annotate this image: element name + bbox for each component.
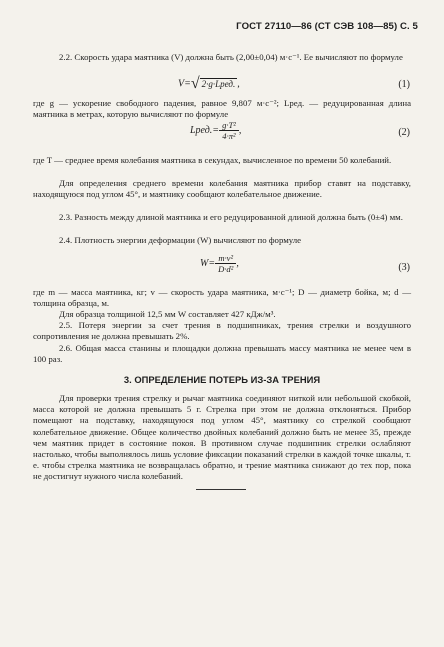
formula-2-denominator: 4·π² <box>222 131 236 141</box>
formula-2-numerator: g·T² <box>219 120 239 131</box>
paragraph-2-2: 2.2. Скорость удара маятника (V) должна быть (2,00±0,04) м·с⁻¹. Ее вычисляют по формуле <box>59 52 403 62</box>
paragraph-g-definition: где g — ускорение свободного падения, равное 9,807 м·с⁻²; Lред. — редуцированная длина маятника в метрах, которую вычисляют по формуле <box>33 98 411 120</box>
section-title: 3. ОПРЕДЕЛЕНИЕ ПОТЕРЬ ИЗ-ЗА ТРЕНИЯ <box>123 374 321 385</box>
paragraph-2-4: 2.4. Плотность энергии деформации (W) вычисляют по формуле <box>59 235 302 245</box>
paragraph-friction-check: Для проверки трения стрелку и рычаг маятника соединяют ниткой или небольшой скобкой, масса которой не должна превышать 5 г. Стрелка при этом не должна отклоняться. Прибор помещают на подставку, находящуюся под углом 45°, маятнику со стрелкой сообщают колебательное движение. Общее количество двойных колебаний должно быть не менее 35, прежде чем маятник придет в состояние покоя. В противном случае подшипник стрелки ослабляют настолько, чтобы выполнялось лишь условие фиксации показаний стрелки в каждой точке шкалы, т. е. чтобы стрелка маятника не возвращалась обратно, и трение маятника снижают до тех пор, пока не достигнут нужного числа колебаний. <box>33 393 411 482</box>
formula-3-lhs: W= <box>200 258 216 269</box>
formula-1-lhs: V= <box>178 78 191 90</box>
formula-3 <box>200 253 239 274</box>
paragraph-sample-w: Для образца толщиной 12,5 мм W составляет 427 кДж/м³. <box>59 309 276 319</box>
page-header: ГОСТ 27110—86 (СТ СЭВ 108—85) С. 5 <box>236 21 418 32</box>
formula-2-tail: , <box>238 125 242 136</box>
formula-1-radicand: 2·g·Lред. <box>201 79 236 89</box>
equation-number-3: (3) <box>398 262 410 273</box>
paragraph-2-6: 2.6. Общая масса станины и площадки должна превышать массу маятника не менее чем в 100 раз. <box>33 343 411 365</box>
paragraph-t-definition: где T — среднее время колебания маятника в секундах, вычисленное по времени 50 колебаний. <box>33 155 392 165</box>
formula-1-tail: , <box>237 78 240 90</box>
formula-2-fraction <box>219 120 239 141</box>
formula-3-numerator: m·v² <box>215 253 236 264</box>
formula-3-denominator: D·d² <box>218 264 234 274</box>
paragraph-2-5: 2.5. Потеря энергии за счет трения в подшипниках, трения стрелки и воздушного сопротивления не должна превышать 2%. <box>33 320 411 342</box>
formula-3-fraction <box>215 253 236 274</box>
sqrt-icon: √ 2·g·Lред. <box>190 75 236 92</box>
formula-3-tail: , <box>236 258 239 269</box>
end-divider <box>196 489 246 490</box>
paragraph-2-3: 2.3. Разность между длиной маятника и его редуцированной длиной должна быть (0±4) мм. <box>59 212 403 222</box>
formula-2-lhs: Lред.= <box>190 125 220 136</box>
equation-number-1: (1) <box>398 79 410 90</box>
paragraph-m-definition: где m — масса маятника, кг; v — скорость удара маятника, м·с⁻¹; D — диаметр бойка, м; d — толщина образца, м. <box>33 287 411 309</box>
formula-1 <box>178 75 240 93</box>
equation-number-2: (2) <box>398 127 410 138</box>
paragraph-mean-time: Для определения среднего времени колебания маятника прибор ставят на подставку, находящуюся под углом 45°, и маятнику сообщают колебательное движение. <box>33 178 411 200</box>
formula-2 <box>190 120 241 141</box>
